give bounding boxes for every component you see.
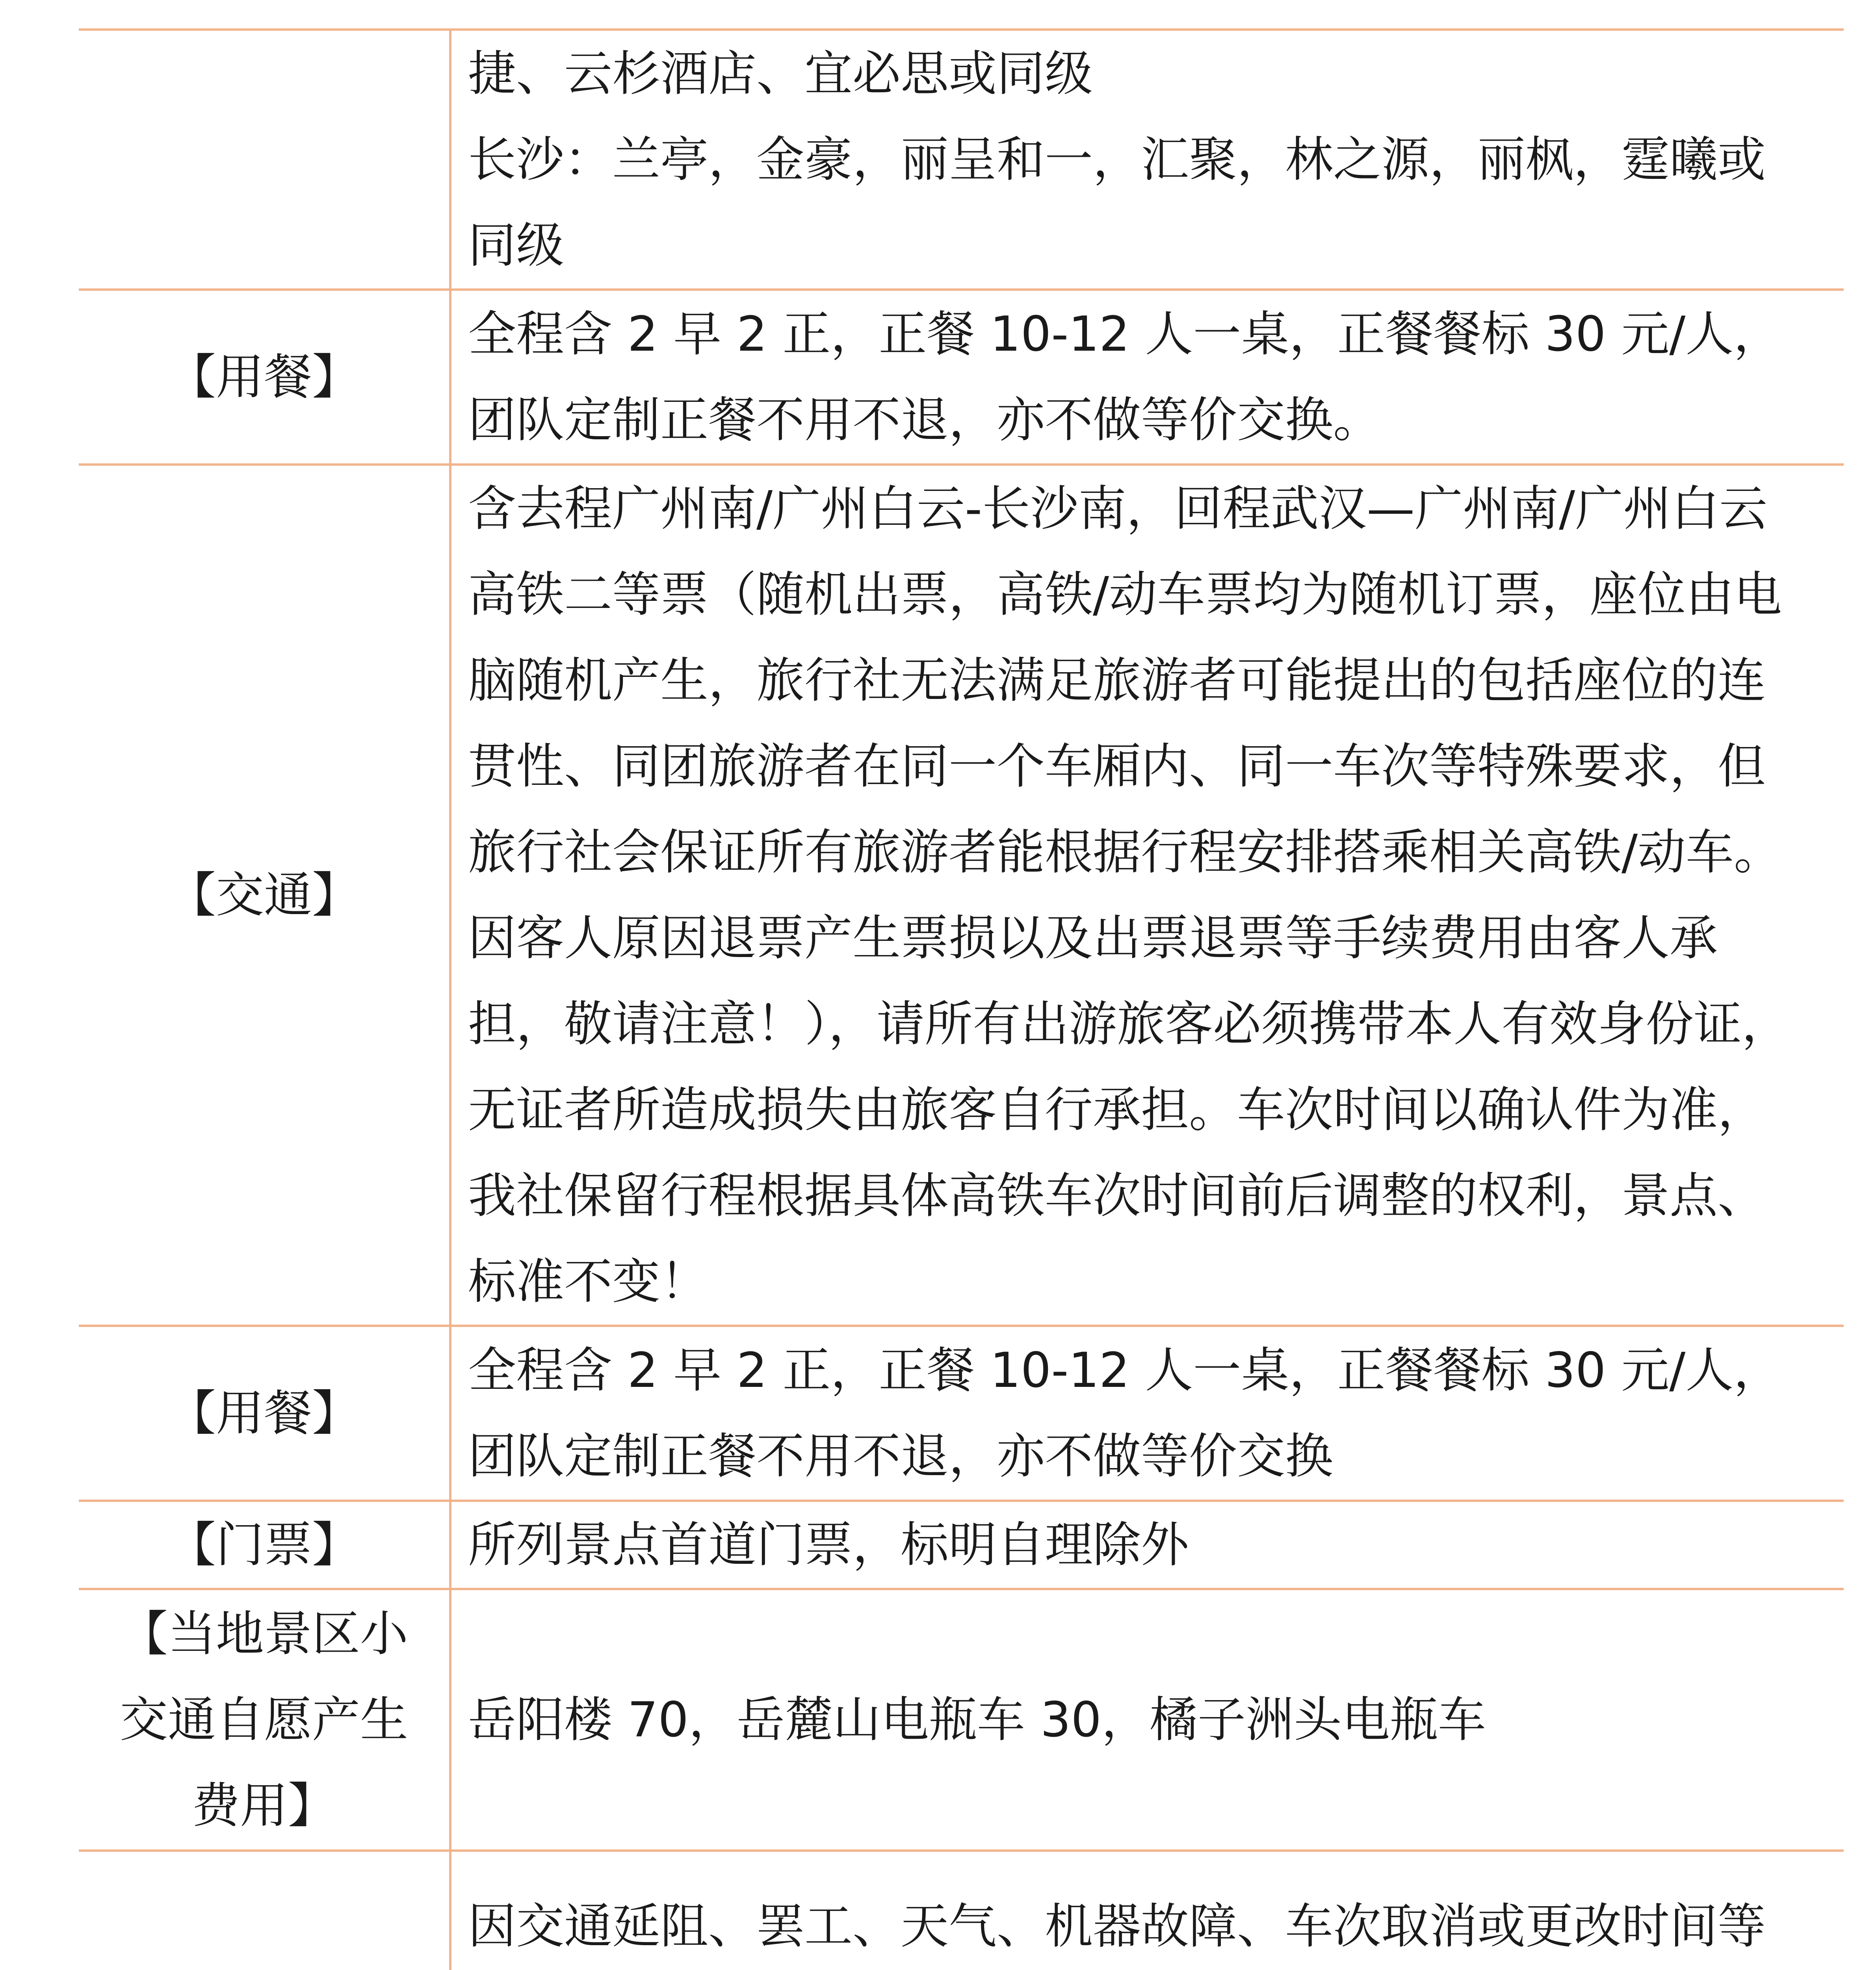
label-line: 交通自愿产生 [120, 1692, 408, 1748]
text-line: 团队定制正餐不用不退，亦不做等价交换。 [468, 392, 1381, 448]
row-content-scenic-transport [450, 1589, 1844, 1851]
text-line: 所列景点首道门票，标明自理除外 [468, 1517, 1189, 1573]
row-content-tickets [450, 1501, 1844, 1589]
row-label-tickets: 【门票】 [79, 1501, 450, 1589]
table-row-meals [79, 290, 1844, 465]
row-label-meals-2: 【用餐】 [79, 1326, 450, 1501]
table-row-scenic-transport [79, 1589, 1844, 1851]
row-content-meals [450, 290, 1844, 465]
text-line: 含去程广州南/广州白云-长沙南，回程武汉—广州南/广州白云 [468, 481, 1768, 537]
table-row-exclusions [79, 1851, 1844, 1970]
row-label-scenic-transport [79, 1589, 450, 1851]
text-line: 无证者所造成损失由旅客自行承担。车次时间以确认件为准， [468, 1082, 1766, 1138]
text-line: 团队定制正餐不用不退，亦不做等价交换 [468, 1428, 1333, 1484]
text-line: 脑随机产生，旅行社无法满足旅游者可能提出的包括座位的连 [468, 652, 1766, 708]
text-line: 担，敬请注意！），请所有出游旅客必须携带本人有效身份证， [468, 996, 1790, 1052]
text-line: 因客人原因退票产生票损以及出票退票等手续费用由客人承 [468, 910, 1718, 966]
table-row-transport [79, 465, 1844, 1326]
text-line: 同级 [468, 217, 564, 273]
label-line: 【当地景区小 [120, 1606, 408, 1662]
table-row-tickets [79, 1501, 1844, 1589]
row-content-hotel [450, 30, 1844, 290]
table-row-meals-2 [79, 1326, 1844, 1501]
text-line: 旅行社会保证所有旅游者能根据行程安排搭乘相关高铁/动车。 [468, 824, 1782, 880]
text-line: 岳阳楼 70，岳麓山电瓶车 30，橘子洲头电瓶车 [468, 1692, 1486, 1748]
row-label-exclusions [79, 1851, 450, 1970]
row-label-hotel [79, 30, 450, 290]
text-line: 高铁二等票（随机出票，高铁/动车票均为随机订票，座位由电 [468, 567, 1782, 623]
label-line: 费用】 [192, 1778, 336, 1834]
text-line: 我社保留行程根据具体高铁车次时间前后调整的权利，景点、 [468, 1168, 1766, 1224]
row-content-transport [450, 465, 1844, 1326]
row-label-meals: 【用餐】 [79, 290, 450, 465]
text-line: 贯性、同团旅游者在同一个车厢内、同一车次等特殊要求，但 [468, 738, 1766, 794]
row-content-exclusions [450, 1851, 1844, 1970]
row-content-meals-2 [450, 1326, 1844, 1501]
text-line: 全程含 2 早 2 正，正餐 10-12 人一桌，正餐餐标 30 元/人， [468, 1342, 1782, 1398]
text-line: 因交通延阻、罢工、天气、机器故障、车次取消或更改时间等 [468, 1898, 1766, 1954]
text-line: 标准不变！ [468, 1254, 708, 1310]
itinerary-fee-table [79, 28, 1844, 1970]
table-row-hotel [79, 30, 1844, 290]
text-line: 捷、云杉酒店、宜必思或同级 [468, 46, 1093, 102]
text-line: 长沙：兰亭，金豪，丽呈和一，汇聚，林之源，丽枫，霆曦或 [468, 132, 1766, 188]
row-label-transport: 【交通】 [79, 465, 450, 1326]
text-line: 全程含 2 早 2 正，正餐 10-12 人一桌，正餐餐标 30 元/人， [468, 306, 1782, 362]
